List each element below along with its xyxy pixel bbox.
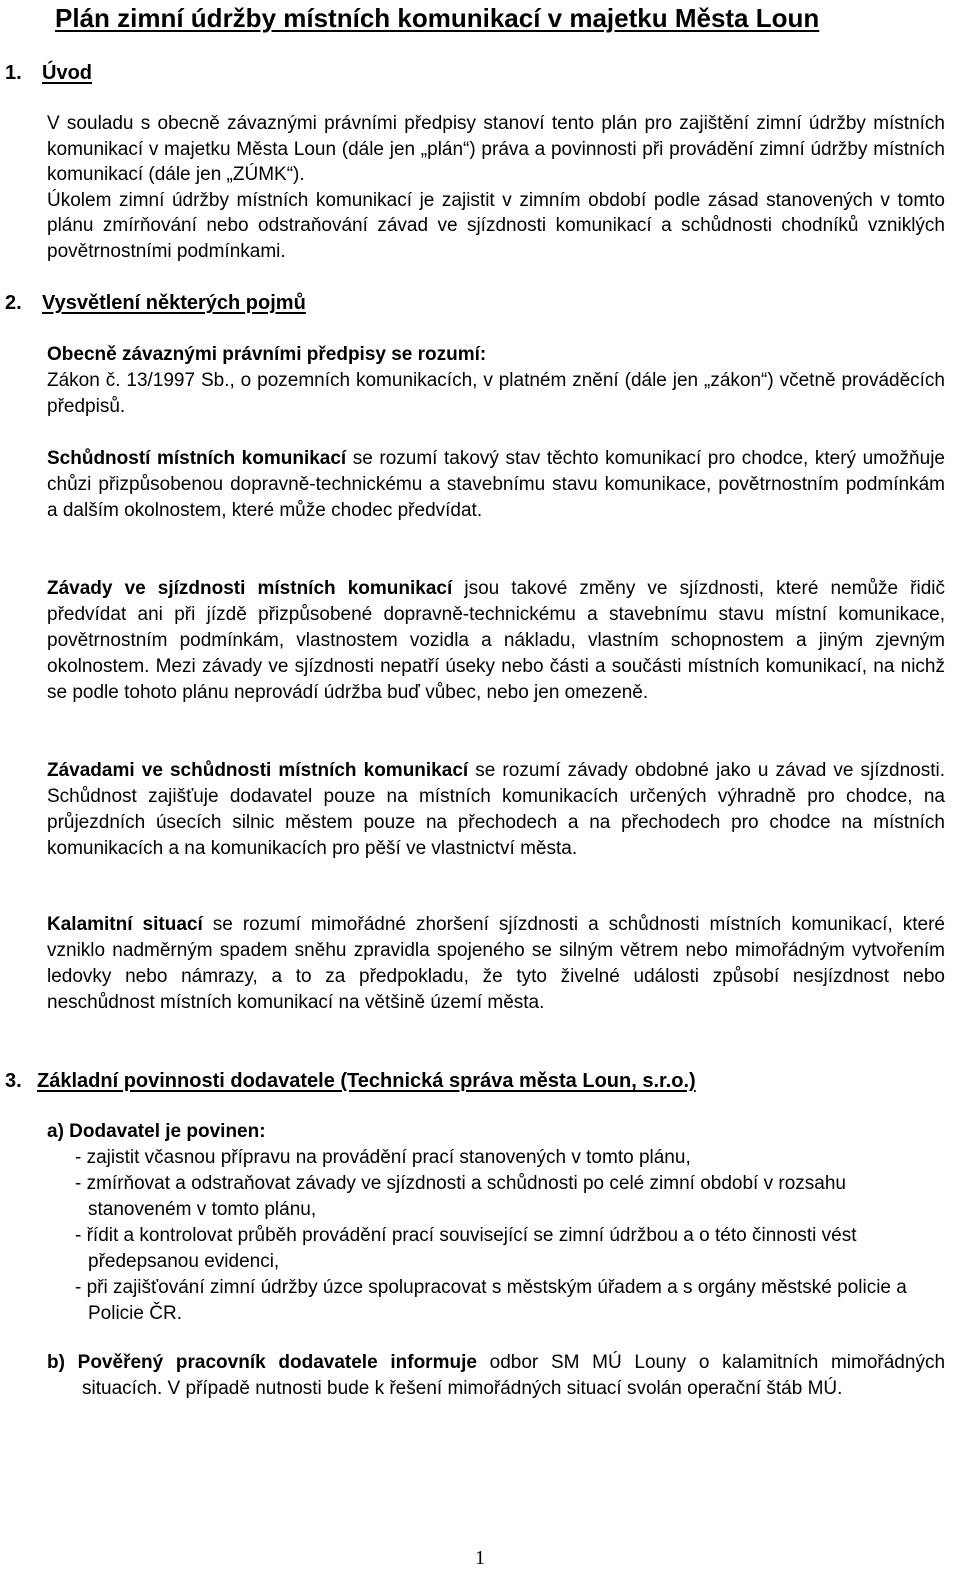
definition-term: Pověřený pracovník dodavatele informuje: [77, 1352, 477, 1373]
section-1-heading: [5, 60, 92, 86]
definition-text: se rozumí závady obdobné jako u závad ve sjízdnosti. Schůdnost zajišťuje dodavatel pouze na místních komunikacích určených výhradně pro chodce, na průjezdních úsecích silnic městem pouze na přechodech a na přechodech pro chodce na místních komunikacích a na komunikacích pro pěší ve vlastnictví města.: [47, 760, 945, 859]
section-1-number: 1.: [5, 62, 22, 84]
section-2-number: 2.: [5, 292, 22, 314]
legal-regulations-heading: Obecně závaznými právními předpisy se rozumí:: [47, 344, 487, 365]
section-3-title: Základní povinnosti dodavatele (Technická správa města Loun, s.r.o.): [37, 1070, 696, 1092]
definition-term: Schůdností místních komunikací: [47, 448, 347, 469]
definition-text: se rozumí takový stav těchto komunikací pro chodce, který umožňuje chůzi přizpůsobenou dopravně-technickému a stavebnímu stavu komunikace, povětrnostním podmínkám a dalším okolnostem, které může chodec předvídat.: [47, 448, 945, 521]
definition-road-defects: [47, 576, 945, 706]
definition-text: se rozumí mimořádné zhoršení sjízdnosti a schůdnosti místních komunikací, které vzniklo nadměrným spadem sněhu zpravidla spojeného se silným větrem nebo mimořádným vytvořením ledovky nebo námrazy, a to za předpokladu, že tyto živelné události způsobí nesjízdnost nebo neschůdnost místních komunikací na většině území města.: [47, 914, 945, 1013]
section-2-title: Vysvětlení některých pojmů: [42, 292, 306, 314]
definition-text: odbor SM MÚ Louny o kalamitních mimořádných situacích. V případě nutnosti bude k řešení mimořádných situací svolán operační štáb MÚ.: [82, 1352, 946, 1399]
definition-term: Závady ve sjízdnosti místních komunikací: [47, 578, 453, 599]
law-reference: [47, 368, 945, 420]
intro-paragraph: V souladu s obecně závaznými právními předpisy stanoví tento plán pro zajištění zimní údržby místních komunikací v majetku Města Loun (dále jen „plán“) práva a povinnosti při provádění zimní údržby místních komunikací (dále jen „ZÚMK“).: [47, 113, 945, 185]
law-reference-text: Zákon č. 13/1997 Sb., o pozemních komunikacích, v platném znění (dále jen „zákon“) včetně prováděcích předpisů.: [47, 370, 945, 417]
section-3-heading: [5, 1068, 696, 1094]
section-2-heading: [5, 290, 306, 316]
page-number: 1: [475, 1547, 485, 1569]
definition-walkability-defects: [47, 758, 945, 862]
list-item: - řídit a kontrolovat průběh provádění prací související se zimní údržbou a o této činnosti vést předepsanou evidenci,: [75, 1225, 857, 1272]
task-paragraph: Úkolem zimní údržby místních komunikací je zajistit v zimním období podle zásad stanovených v tomto plánu zmírňování nebo odstraňování závad ve sjízdnosti komunikací a schůdnosti chodníků vzniklých povětrnostními podmínkami.: [47, 189, 945, 262]
section-1-title: Úvod: [42, 62, 92, 84]
supplier-obligations-list: [75, 1145, 945, 1327]
document-title: Plán zimní údržby místních komunikací v majetku Města Loun: [55, 3, 820, 33]
section-3-number: 3.: [5, 1070, 22, 1092]
list-item: - zmírňovat a odstraňovat závady ve sjízdnosti a schůdnosti po celé zimní období v rozsahu stanoveném v tomto plánu,: [75, 1173, 846, 1220]
definition-term: Kalamitní situací: [47, 914, 203, 935]
definition-calamity: [47, 912, 945, 1016]
definition-walkability: [47, 446, 945, 524]
supplier-obligations-heading: a) Dodavatel je povinen:: [47, 1121, 266, 1142]
section-1-body: [47, 111, 945, 264]
item-b-label: b): [47, 1352, 65, 1373]
definition-term: Závadami ve schůdnosti místních komunikací: [47, 760, 469, 781]
definition-text: jsou takové změny ve sjízdnosti, které nemůže řidič předvídat ani při jízdě přizpůsobené dopravně-technickému a stavebnímu stavu místní komunikace, povětrnostním podmínkám, vlastnostem vozidla a nákladu, vlastním schopnostem a jiným zjevným okolnostem. Mezi závady ve sjízdnosti nepatří úseky nebo části a součásti místních komunikací, na nichž se podle tohoto plánu neprovádí údržba buď vůbec, nebo jen omezeně.: [47, 578, 945, 703]
list-item: - při zajišťování zimní údržby úzce spolupracovat s městským úřadem a s orgány městské policie a Policie ČR.: [75, 1277, 907, 1324]
authorized-worker-paragraph: [47, 1350, 945, 1402]
list-item: - zajistit včasnou přípravu na provádění prací stanovených v tomto plánu,: [75, 1147, 691, 1168]
